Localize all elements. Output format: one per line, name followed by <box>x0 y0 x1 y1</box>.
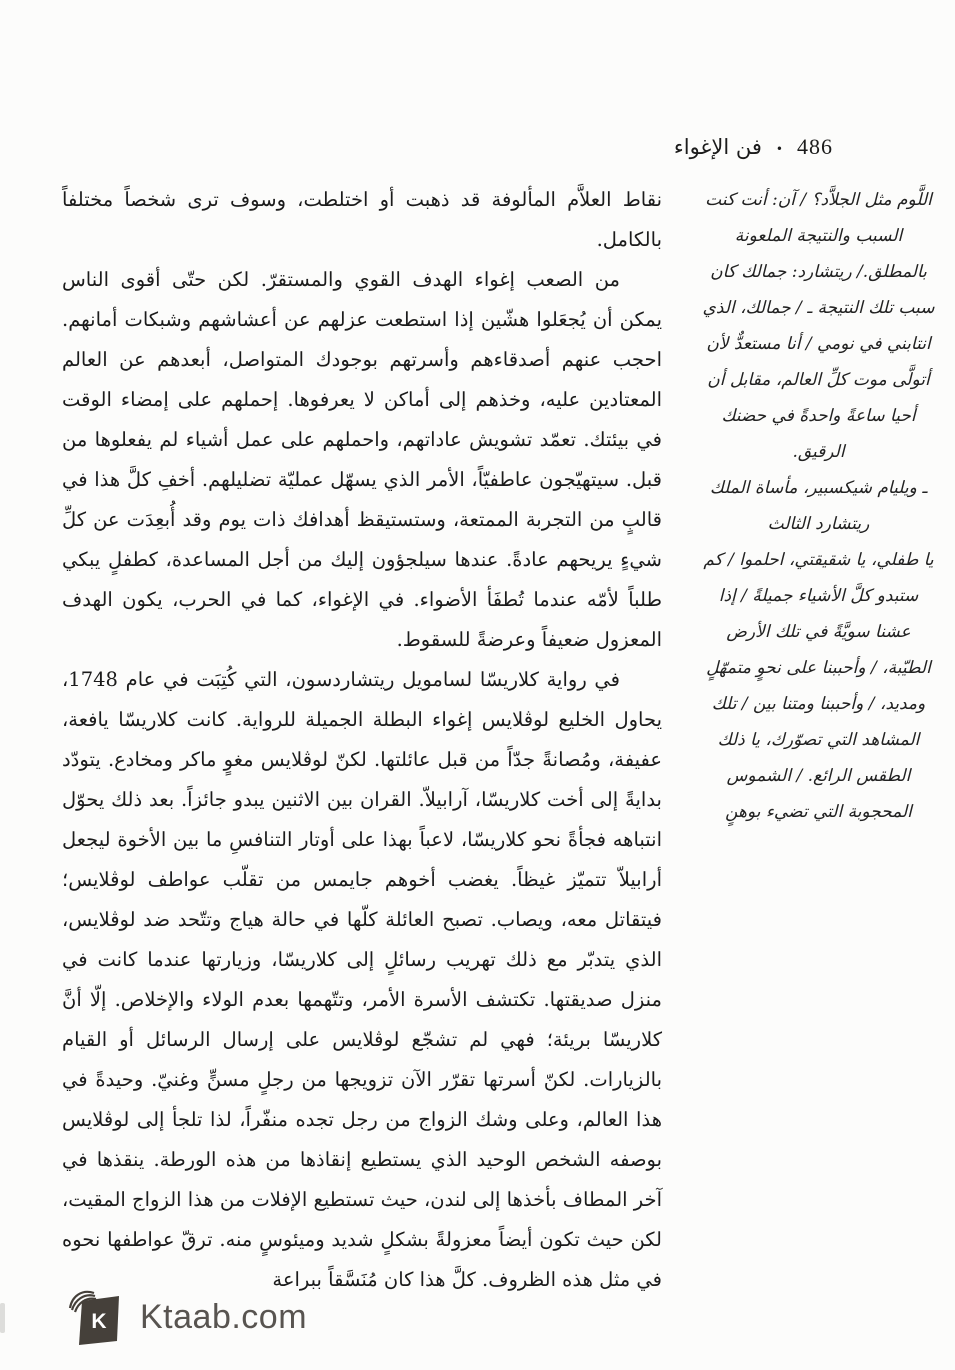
quote-attribution: ـ ويليام شيكسبير، مأساة الملك ريتشارد الثالث <box>709 478 928 534</box>
logo-text: Ktaab.com <box>140 1297 308 1336</box>
paragraph: في رواية كلاريسّا لسامويل ريتشاردسون، التي كُتِبَت في عام 1748، يحاول الخليع لوڤلايس إغواء البطلة الجميلة للرواية. كانت كلاريسّا يافعة، عفيفة، ومُصانةً جدّاً من قبل عائلتها. لكنّ لوڤلايس مغوٍ ماكر ومخادع. يتودّد بدايةً إلى أخت كلاريسّا، آرابيلاّ. القران بين الاثنين يبدو جائزاً. بعد ذلك يحوّل انتباهه فجأةً نحو كلاريسّا، لاعباً بهذا على أوتار التنافسِ ما بين الأخوة ليجعل أرابيلاّ تتميّز غيظاً. يغضب أخوهم جايمس من تقلّب عواطف لوڤلايس؛ فيتقاتل معه، ويصاب. تصبح العائلة كلّها في حالة هياج وتتّحد ضد لوڤلايس، الذي يتدبّر مع ذلك تهريب رسائلٍ إلى كلاريسّا، وزيارتها عندما كانت في منزل صديقتها. تكتشف الأسرة الأمر، وتتّهمها بعدم الولاء والإخلاص. إلّا أنَّ كلاريسّا بريئة؛ فهي لم تشجّع لوڤلايس على إرسال الرسائل أو القيام بالزيارات. لكنّ أسرتها تقرّر الآن تزويجها من رجلٍ مسنٍّ وغنيّ. وحيدةً في هذا العالم، وعلى وشك الزواج من رجل تجده منفّراً، لذا تلجأ إلى لوڤلايس بوصفه الشخص الوحيد الذي يستطيع إنقاذها من هذه الورطة. ينقذها في آخر المطاف بأخذها إلى لندن، حيث تستطيع الإفلات من هذا الزواج المقيت، لكن حيث تكون أيضاً معزولةً بشكلٍ شديد وميئوسٍ منه. ترقّ عواطفها نحوه في مثل هذه الظروف. كلَّ هذا كان مُنَسَّقاً ببراعة <box>62 668 662 1291</box>
logo-letter: K <box>91 1310 107 1333</box>
page-number: 486 <box>797 134 833 159</box>
main-text-column <box>62 180 662 1300</box>
paragraph: نقاط العلاَّم المألوفة قد ذهبت أو اختلطت، وسوف ترى شخصاً مختلفاً بالكامل. <box>62 188 662 251</box>
book-logo-icon <box>62 1284 126 1350</box>
margin-quote: اللَّوم مثل الجلاَّد؟ / آن: أنت كنت السبب والنتيجة الملعونة بالمطلق./ ريتشارد: جمالك كان سبب تلك النتيجة ـ / جمالك، الذي انتابني في نومي / أنا مستعدٌّ لأن أتولَّى موت كلِّ العالم، مقابل أن أحيا ساعةً واحدةً في حضنك الرقيق. <box>702 190 935 462</box>
book-title: فن الإغواء <box>673 135 762 159</box>
scan-artifact-mark <box>0 1303 5 1333</box>
bullet-separator-icon: • <box>775 142 783 156</box>
margin-notes-column <box>700 182 937 830</box>
margin-quote: يا طفلي، يا شقيقتي، احلموا / كم ستبدو كلَّ الأشياء جميلةً / إذا عشنا سويَّةً في تلك الأرض الطيّبة، / وأحببنا على نحوٍ متمهّلٍ ومديد، / وأحببنا ومتنا بين / تلك المشاهد التي تصوّرك، يا ذلك الطقس الرائع. / الشموس المحجوبة التي تضيء بوهنٍ <box>703 550 934 822</box>
footer-logo <box>62 1284 307 1350</box>
paragraph: من الصعب إغواء الهدف القوي والمستقرّ. لكن حتّى أقوى الناس يمكن أن يُجعَلوا هشّين إذا استطعت عزلهم عن أعشاشهم وشبكات أمانهم. احجب عنهم أصدقاءهم وأسرتهم بوجودك المتواصل، أبعدهم عن العالم المعتادين عليه، وخذهم إلى أماكن لا يعرفوها. إحملهم على إمضاء الوقت في بيئتك. تعمّد تشويش عاداتهم، واحملهم على عمل أشياء لم يفعلوها من قبل. سيتهيّجون عاطفيّاً، الأمر الذي يسهّل عمليّة تضليلهم. أخفِ كلَّ هذا في قالبٍ من التجربة الممتعة، وستستيقظ أهدافك ذات يوم وقد أُبعِدَت عن كلِّ شيءٍ يريحهم عادةً. عندها سيلجؤون إليك من أجل المساعدة، كطفلٍ يبكي طلباً لأمّه عندما تُطفَأ الأضواء. في الإغواء، كما في الحرب، يكون الهدف المعزول ضعيفاً وعرضةً للسقوط. <box>62 268 662 651</box>
running-head <box>674 134 833 160</box>
